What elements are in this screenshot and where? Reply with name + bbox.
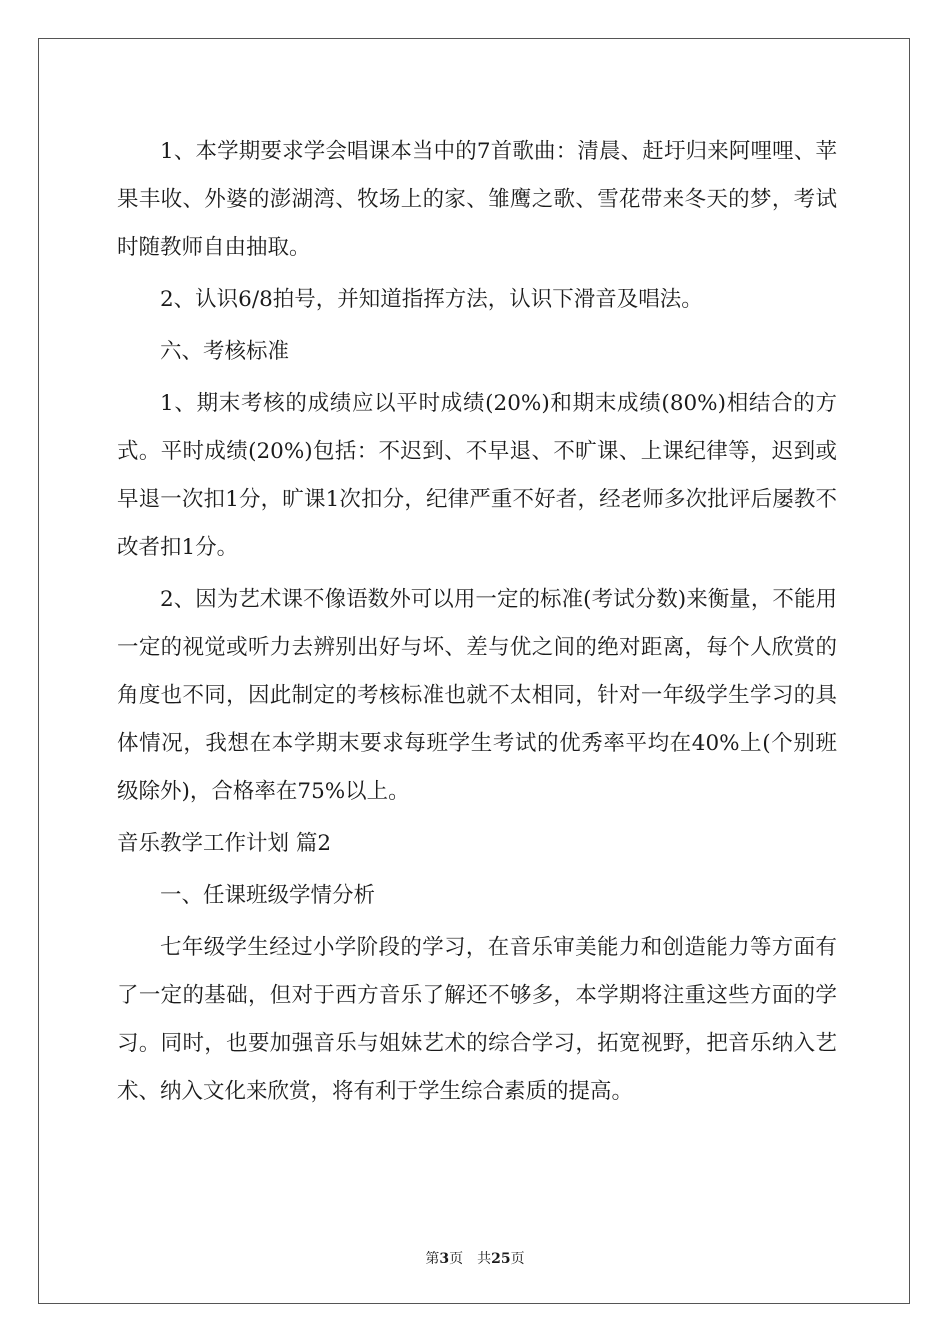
page-unit: 页	[449, 1251, 464, 1267]
article-title-part2: 音乐教学工作计划 篇2	[117, 831, 332, 856]
total-page-count: 25	[491, 1251, 511, 1267]
section-heading-assessment: 六、考核标准	[160, 339, 290, 364]
section-heading-class-analysis: 一、任课班级学情分析	[160, 883, 376, 908]
paragraph-songs-requirement: 1、本学期要求学会唱课本当中的7首歌曲：清晨、赶圩归来阿哩哩、苹果丰收、外婆的澎湖湾、牧场上的家、雏鹰之歌、雪花带来冬天的梦，考试时随教师自由抽取。	[117, 139, 837, 260]
total-unit: 页	[510, 1251, 525, 1267]
page-footer	[0, 1248, 950, 1268]
document-body	[117, 128, 837, 1120]
total-prefix: 共	[477, 1251, 492, 1267]
paragraph-assessment-standard: 2、因为艺术课不像语数外可以用一定的标准(考试分数)来衡量，不能用一定的视觉或听力去辨别出好与坏、差与优之间的绝对距离，每个人欣赏的角度也不同，因此制定的考核标准也就不太相同，针对一年级学生学习的具体情况，我想在本学期末要求每班学生考试的优秀率平均在40%上(个别班级除外)，合格率在75%以上。	[117, 587, 837, 804]
current-page-number: 3	[439, 1251, 450, 1267]
paragraph-grading-ratio: 1、期末考核的成绩应以平时成绩(20%)和期末成绩(80%)相结合的方式。平时成绩(20%)包括：不迟到、不早退、不旷课、上课纪律等，迟到或早退一次扣1分，旷课1次扣分，纪律严重不好者，经老师多次批评后屡教不改者扣1分。	[117, 391, 837, 560]
page-prefix: 第	[425, 1251, 440, 1267]
paragraph-class-analysis: 七年级学生经过小学阶段的学习，在音乐审美能力和创造能力等方面有了一定的基础，但对于西方音乐了解还不够多，本学期将注重这些方面的学习。同时，也要加强音乐与姐妹艺术的综合学习，拓宽视野，把音乐纳入艺术、纳入文化来欣赏，将有利于学生综合素质的提高。	[117, 935, 837, 1104]
paragraph-time-signature: 2、认识6/8拍号，并知道指挥方法，认识下滑音及唱法。	[160, 287, 703, 312]
